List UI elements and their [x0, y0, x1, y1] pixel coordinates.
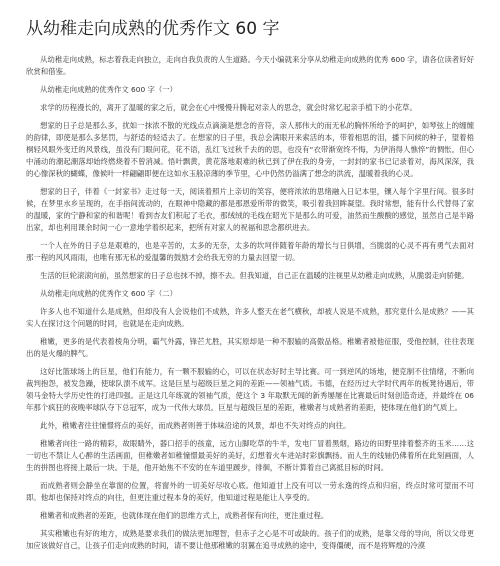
section-heading-one: 从幼稚走向成熟的优秀作文 600 字（一）: [40, 85, 178, 94]
body-paragraph: 这好比篮球场上的巨星，他们有能力，有一颗不服输的心，可以在状态好时主导比赛。可一到逆风的场地，便克制不住情绪，不断向裁判抱怨，被发急躁，使球队溃不成军。这是巨星与超级巨星之间的差距——领袖气质。韦德，在经历过大学时代两年的板凳待遇后，带领马金特大学历史性的打进四强。正是这几年练就的领袖气质，使这个 3 年取默无闻的新秀屡屡在比赛最后时刻创造奇迹，并最终在 06 年那个疯狂的夜晚率球队夺下总冠军，成为一代伟大球员。巨星与超级巨星的差距，稚嫩者与成熟者的差距，使体现在他们的气质上。: [26, 367, 474, 412]
section-heading-two: 从幼稚走向成熟的优秀作文 600 字（二）: [40, 289, 178, 298]
body-paragraph: 想家的日子，伴着《一封家书》走过每一天，阅读着照片上亲切的笑容，便将浓浓的思绪融入日记本里，镶入每个字里行间。很多时候，在梦里水乡呈现的，在手指间流动的，在眼神中隐藏的都是那恩爱所带的微笑，吸引着我回眸凝望。我时常想，能有什么代替得了家的温暖，家的宁静和家的和谐呢！看到杏友们积起了毛衣，那绒绒的毛线在昭光下是那么的可爱，油然而生酸酸的感觉，虽然自己是半路出家，却也利用课余时间一心一意地学着织起来，把所有对家人的祝福和思念都织进去。: [26, 187, 474, 232]
body-paragraph: 其实稚嫩也有好的地方，成熟是要求我们的做法更加理智，但赤子之心是不可或缺的。孩子们的成熟，是靠父母的导向，所以父母更加应该做好自己，让孩子们走向成熟的时间，请不要让他那稚嫩的羽翼在追寻成熟的途中，变得僵硬，而不是将辉煌的冷漠: [26, 529, 474, 550]
intro-paragraph: 从幼稚走向成熟，标志着我走向独立，走向自我负责的人生道路。今天小编就来分享从幼稚走向成熟的优秀 600 字，请各位读者好好欣赏和借鉴。: [26, 55, 474, 76]
body-paragraph: 而成熟者则会静坐在靠窗的位置，将窗外的一切美好尽收心底。他知道甘上没有可以一劳永逸的终点和归宿，终点时常可望而不可即。他却也保持对终点的向往，但更注重过程本身的美好，他知道过程是能让人享受的。: [26, 481, 474, 502]
body-paragraph: 生活的巨轮滚滚向前，虽然想家的日子总也抹不掉，擦不去。但我知道，自己正在温暖的注视里从幼稚走向成熟，从脆弱走向骄健。: [40, 271, 469, 280]
article-title: 从幼稚走向成熟的优秀作文 60 字: [26, 19, 280, 39]
body-paragraph: 此外，稚嫩者往往憧憬将点的美好，而成熟者则善于体味沿途的风景，却也不失对终点的向往。: [40, 421, 351, 430]
body-paragraph: 一个人在外的日子总是艰难的，也是辛苦的，太多的无奈，太多的坎坷伴随着年龄的增长与日俱增，当脆弱的心灵不再有勇气去面对那一程的风风雨雨，也唯有那无私的爱温馨的鼓励才会给我无穷的力量去回望一切。: [26, 241, 474, 262]
body-paragraph: 稚嫩者向往一路的精彩，故眼睛外，器口招手的孩童，远方山脚吃草的牛羊，发电厂冒着黑烟，路边的田野里排着整齐的玉米……这一切也不禁让人心醉的生活画面，但稚嫩者如稚憧憬最美好的美好，幻想着火车进站时彩旗飘扬。而人生的线轴仍佛着所在此刻画面，人生的拼图也将接上最后一块。于是，他开始焦不不安的在车道里踱步，徘徊，不断计算着自己离抵目标的时间。: [26, 439, 474, 472]
body-paragraph: 稚嫩者和成熟者的差距，也就体现在他们的思维方式上，成熟者保有向往，更注重过程。: [40, 511, 329, 520]
body-paragraph: 想家的日子总是那么多，扰如一抹浓不散的光线点点滴滴是想念的音符，亲人那伟大的而无私的胸怀所给予的呵护，如琴弦上的缠缠的韵律，即使是那么多惩罚，与舒适的轻适去了。在想家的日子里，我总会满眼开来索活的本，带着相思的泪，播下问候的种子，望着梧桐轻风眼外变迁的风景线，虽没有门眼问花，花不语，乱红飞过秋千去的的思，也没有“衣带渐宽终不悔，为伊消得人憔悴”的惆怅。但心中涌动的潮起潮落却始终燃烧着不曾消减。悟叶飘黄，黄花落地艰难的秋已到了伊在我的身旁，一封封的家书已记录着对，海风深深，我的心像深秋的蝴蝶，像候叶一样翩翩即便在这如水玉般凉薄的季节里，心中仍然仍溢满了想念的洪流，温暖着我的心灵。: [26, 121, 474, 178]
body-paragraph: 稚嫩，更多的是代表着棱角分明，霸气外露，锋芒尤胜，其实原却是一种不服输的高傲品格。稚嫩者被他征服，受他控制，往往表现出的是火爆的脾气。: [26, 337, 474, 358]
body-paragraph: 许多人也不知道什么是成熟，但却没有人会说他们不成熟，许多人整天在老气横秋，却被人说是不成熟，那究竟什么是成熟？——其实人在探讨这个问题的时同，也就是在走向成熟。: [26, 307, 474, 328]
body-paragraph: 求学的历程漫长的，离开了温暖的家之后，就会在心中慢慢升腾起对亲人的思念，就会时常忆起亲手植下的小花草。: [40, 103, 417, 112]
